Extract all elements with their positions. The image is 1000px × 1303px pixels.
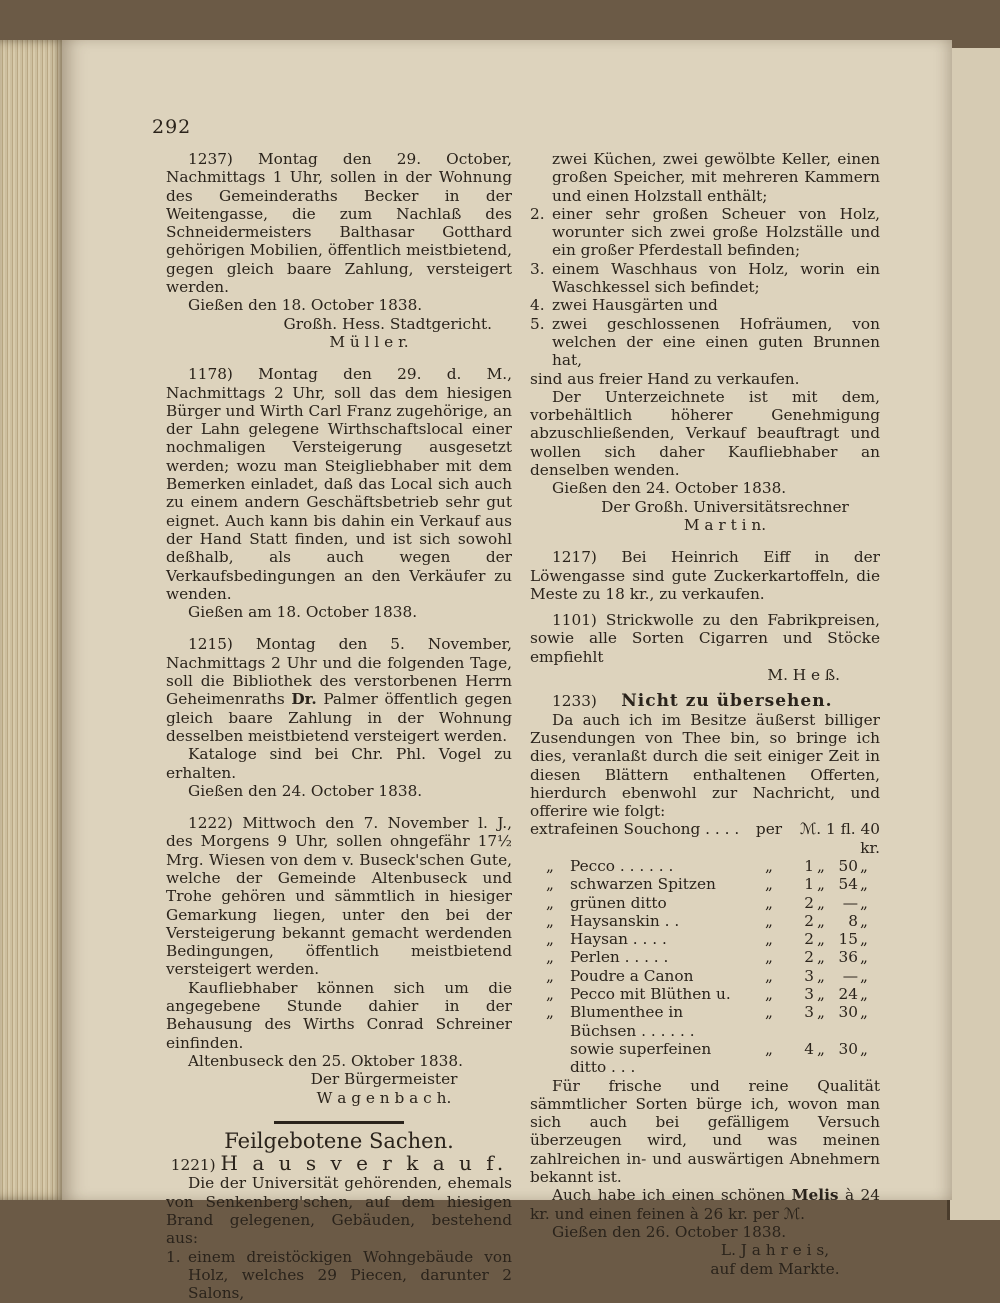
notice-1221-item [166,1248,512,1303]
notice-1221-item [530,205,880,260]
tea-unit: „ [860,911,868,930]
tea-per: „ [765,1039,773,1058]
tea-name: Haysanskin . . [570,911,680,930]
notice-1233-location: auf dem Markte. [710,1259,840,1278]
melis-text-a: Auch habe ich einen schönen [552,1186,786,1205]
tea-kreuzer: 54 [838,875,858,894]
ditto-mark [530,1040,570,1077]
tea-name: Pecco . . . . . . [570,856,674,875]
tea-row [530,948,880,966]
notice-1215-dr: Dr. [291,690,317,709]
notice-1215 [166,635,512,800]
item-number: 2. [530,204,545,223]
notice-1101 [530,611,880,684]
notice-1222-text2: Kaufliebhaber können sich um die angegebene Stunde dahier in der Behausung des Wirths Conrad Schreiner einfinden. [166,978,512,1052]
tea-florin: 2 [804,893,814,912]
tea-unit: „ [860,875,868,894]
notice-1221-item [530,260,880,297]
tea-kreuzer: 50 [838,856,858,875]
ditto-mark: „ [546,856,554,875]
ditto-mark: „ [546,1003,554,1022]
notice-1222-title: Der Bürgermeister [310,1070,458,1089]
tea-name: schwarzen Spitzen [570,875,716,894]
facing-page [947,48,1000,1220]
tea-florin: 3 [804,985,814,1004]
notice-1215-catalog: Kataloge sind bei Chr. Phl. Vogel zu erhalten. [166,745,512,782]
notice-1233-date: Gießen den 26. October 1838. [552,1222,787,1241]
tea-florin: 2 [804,948,814,967]
item-number: 4. [530,296,545,315]
item-text: zwei geschlossenen Hofräumen, von welchen der eine einen guten Brunnen hat, [552,314,880,370]
notice-1237 [166,150,512,351]
notice-1237-authority: Großh. Hess. Stadtgericht. [283,314,492,333]
tea-row [530,894,880,912]
tea-per: „ [765,856,773,875]
tea-florin: 2 [804,911,814,930]
tea-unit: „ [860,985,868,1004]
notice-1233-signature: L. J a h r e i s, [720,1241,830,1260]
tea-unit: „ [817,966,825,985]
tea-unit: „ [817,856,825,875]
notice-1215-text [166,635,512,745]
tea-florin: 2 [804,930,814,949]
tea-florin: 1 [804,875,814,894]
tea-unit: „ [860,1039,868,1058]
right-column [530,150,880,1278]
ditto-mark: „ [546,911,554,930]
tea-per: „ [765,875,773,894]
tea-kreuzer: — [842,893,858,912]
tea-row [530,967,880,985]
ditto-mark: „ [546,930,554,949]
notice-1101-text: 1101) Strickwolle zu den Fabrikpreisen, sowie alle Sorten Cigarren und Stöcke empfiehlt [530,611,880,666]
tea-unit: „ [817,875,825,894]
tea-unit: „ [817,893,825,912]
notice-1222-date: Altenbuseck den 25. Oktober 1838. [188,1051,463,1070]
ditto-mark: „ [546,966,554,985]
tea-per: „ [765,985,773,1004]
tea-unit: „ [817,1003,825,1022]
item-text: einem dreistöckigen Wohngebäude von Holz, welches 29 Piecen, darunter 2 Salons, [188,1247,512,1303]
tea-unit: „ [860,948,868,967]
tea-row [530,912,880,930]
tea-price: ℳ. 1 fl. 40 kr. [799,820,880,857]
tea-per: „ [765,1003,773,1022]
tea-kreuzer: 15 [838,930,858,949]
notice-1233-melis [530,1186,880,1223]
notice-1222-text: 1222) Mittwoch den 7. November l. J., des Morgens 9 Uhr, sollen ohngefähr 17½ Mrg. Wiesen von dem v. Buseck'schen Gute, welche der Gemeinde Altenbuseck und Trohe gehören und sämmtlich in hiesiger Gemarkung liegen, unter den bei der Versteigerung bekannt gemacht werdenden Bedingungen, öffentlich meistbietend versteigert werden. [166,814,512,979]
tea-row [530,875,880,893]
item-number: 1. [166,1247,181,1266]
tea-per: per [755,820,783,839]
tea-price-list [530,820,880,1076]
notice-1222 [166,814,512,1107]
tea-name: Haysan . . . . [570,930,667,949]
tea-per: „ [765,893,773,912]
notice-1221-signature: M a r t i n. [683,515,767,534]
notice-1101-signature: M. H e ß. [767,666,840,685]
tea-unit: „ [817,948,825,967]
ditto-mark: „ [546,875,554,894]
notice-1221-item [530,296,880,314]
item1-continuation: zwei Küchen, zwei gewölbte Keller, einen großen Speicher, mit mehreren Kammern und einen Holzstall enthält; [552,150,880,205]
notice-1237-date: Gießen den 18. October 1838. [188,296,423,315]
notice-1215-text-before: 1215) Montag den 5. November, Nachmittags 2 Uhr und die folgenden Tage, soll die Bibliothek des verstorbenen Herrn Geheimenraths [166,635,512,709]
tea-per: „ [765,930,773,949]
tea-unit: „ [860,893,868,912]
tea-name: sowie superfeinen ditto . . . [570,1039,712,1077]
notice-1222-signature: W a g e n b a c h. [316,1088,452,1107]
ditto-mark: „ [546,948,554,967]
tea-row [530,1003,880,1040]
notice-1221-item [530,315,880,370]
notice-1215-date: Gießen den 24. October 1838. [188,781,423,800]
section-divider [274,1121,404,1124]
book-page-edges [0,40,66,1200]
tea-unit: „ [860,930,868,949]
item-number: 5. [530,314,545,333]
notice-1233-number: 1233) [552,692,597,711]
tea-unit: „ [817,930,825,949]
notice-1233-guarantee: Für frische und reine Qualität sämmtlicher Sorten bürge ich, wovon man sich auch bei gefälligem Versuch überzeugen wird, und was meinen zahlreichen in- und auswärtigen Abnehmern bekannt ist. [530,1076,880,1187]
notice-1233-intro: Da auch ich im Besitze äußerst billiger Zusendungen von Thee bin, so bringe ich dies, veranlaßt durch die seit einiger Zeit in diesen Blättern enthaltenen Offerten, hierdurch ebenwohl zur Nachricht, und offerire wie folgt: [530,710,880,821]
tea-unit: „ [817,911,825,930]
notice-1221 [166,1151,512,1303]
item-text: einem Waschhaus von Holz, worin ein Waschkessel sich befindet; [552,259,880,297]
melis-text-c: à 24 kr. und einen feinen à 26 kr. per ℳ. [530,1186,880,1223]
notice-1221-items-continued [530,205,880,370]
tea-name: Pecco mit Blüthen u. [570,985,731,1004]
tea-name: Blumenthee in Büchsen . . . . . . [570,1003,695,1040]
notice-1221-heading: H a u s v e r k a u f. [220,1151,508,1176]
tea-name: Poudre a Canon [570,966,694,985]
notice-1221-title: Der Großh. Universitätsrechner [601,497,849,516]
tea-name: extrafeinen Souchong . . . . [530,820,740,839]
item-number: 3. [530,259,545,278]
left-column [166,150,512,1303]
tea-kreuzer: 36 [838,948,858,967]
tea-unit: „ [817,985,825,1004]
notice-1178-text: 1178) Montag den 29. d. M., Nachmittags 2 Uhr, soll das dem hiesigen Bürger und Wirth Carl Franz zugehörige, an der Lahn gelegene Wirthschaftslocal einer nochmaligen Versteigerung ausgesetzt werden; wozu man Steigliebhaber mit dem Bemerken einladet, daß das Local sich auch zu einem andern Geschäftsbetrieb sehr gut eignet. Auch kann bis dahin ein Verkauf aus der Hand Statt finden, und ist sich sowohl deßhalb, als auch wegen der Verkaufsbedingungen an den Verkäufer zu wenden. [166,365,512,603]
notice-1221-continued [530,150,880,534]
tea-row [530,820,880,857]
notice-1178-date: Gießen am 18. October 1838. [188,603,418,622]
notice-1221-date: Gießen den 24. October 1838. [552,479,787,498]
melis-word: Melis [791,1186,839,1205]
notice-1233 [530,692,880,1278]
tea-florin: 4 [804,1039,814,1058]
tea-florin: 3 [804,966,814,985]
notice-1217: 1217) Bei Heinrich Eiff in der Löwengasse sind gute Zuckerkartoffeln, die Meste zu 18 kr., zu verkaufen. [530,548,880,603]
tea-florin: 1 [804,856,814,875]
tea-unit: „ [860,966,868,985]
tea-name: Perlen . . . . . [570,948,669,967]
tea-row [530,985,880,1003]
notice-1237-signature: M ü l l e r. [329,332,409,351]
tea-unit: „ [860,1003,868,1022]
tea-per: „ [765,948,773,967]
notice-1221-number: 1221) [170,1156,216,1175]
section-title: Feilgebotene Sachen. [224,1128,454,1153]
tea-row [530,1040,880,1077]
notice-1215-text-after: Palmer öffentlich gegen gleich baare Zahlung in der Wohnung desselben meistbietend versteigert werden. [166,690,512,745]
ditto-mark: „ [546,893,554,912]
tea-row [530,857,880,875]
tea-name: grünen ditto [570,893,667,912]
notice-1221-items [166,1248,512,1303]
notice-1221-intro: Die der Universität gehörenden, ehemals von Senkenberg'schen, auf dem hiesigen Brand gelegenen, Gebäuden, bestehend aus: [166,1174,512,1248]
notice-1221-sale: sind aus freier Hand zu verkaufen. [530,369,800,388]
notice-1178 [166,365,512,621]
tea-kreuzer: 30 [838,1003,858,1022]
tea-kreuzer: 24 [838,985,858,1004]
tea-kreuzer: — [842,966,858,985]
tea-row [530,930,880,948]
ditto-mark: „ [546,985,554,1004]
item-text: zwei Hausgärten und [552,296,718,315]
notice-1233-heading: Nicht zu übersehen. [621,691,833,712]
page-number: 292 [152,116,192,138]
tea-kreuzer: 8 [848,911,858,930]
tea-unit: „ [817,1039,825,1058]
tea-per: „ [765,911,773,930]
tea-florin: 3 [804,1003,814,1022]
notice-1221-body: Der Unterzeichnete ist mit dem, vorbehältlich höherer Genehmigung abzuschließenden, Verkauf beauftragt und wollen sich daher Kaufliebhaber an denselben wenden. [530,387,880,480]
tea-kreuzer: 30 [838,1039,858,1058]
item-text: einer sehr großen Scheuer von Holz, worunter sich zwei große Holzställe und ein großer Pferdestall befinden; [552,204,880,260]
notice-1237-text: 1237) Montag den 29. October, Nachmittags 1 Uhr, sollen in der Wohnung des Gemeinderaths Becker in der Weitengasse, die zum Nachlaß des Schneidermeisters Balthasar Gotthard gehörigen Mobilien, öffentlich meistbietend, gegen gleich baare Zahlung, versteigert werden. [166,150,512,297]
tea-per: „ [765,966,773,985]
tea-unit: „ [860,856,868,875]
